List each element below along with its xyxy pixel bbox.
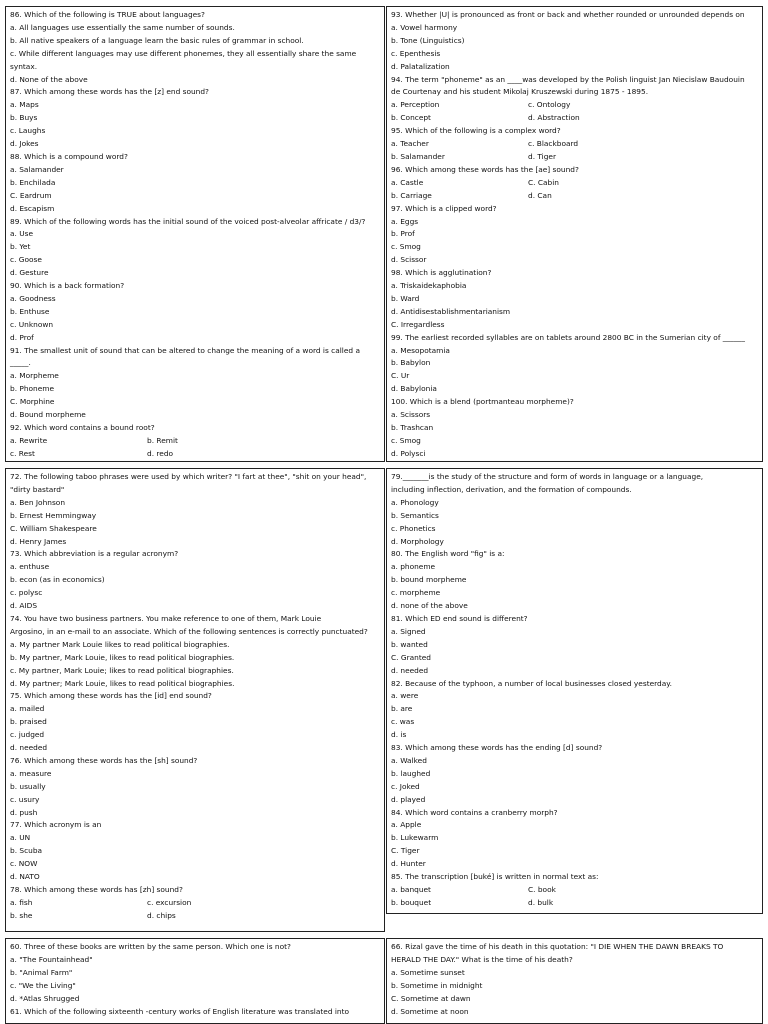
answer-text: d. none of the above [391,601,468,611]
answer-text: b. Ward [391,293,420,303]
question-text: 72. The following taboo phrases were used by which writer? "I fart at thee", "shit on your head", [10,472,367,481]
answer-choice: a. Castle [391,177,424,187]
answer-text: d. push [10,807,38,817]
answer-text: c. Smog [391,435,421,445]
answer-text: c. While different languages may use different phonemes, they all essentially share the same [10,48,357,58]
answer-text: c. was [391,717,415,727]
answer-choice: a. fish [10,897,33,907]
panel-bottom-right [386,938,763,1024]
answer-choice: a. Perception [391,100,440,110]
answer-text: a. All languages use essentially the same number of sounds. [10,22,235,32]
answer-text: b. praised [10,717,47,727]
answer-text: C. Sometime at dawn [391,993,471,1003]
question-text: 98. Which is agglutination? [391,268,492,278]
question-text: 80. The English word "fig" is a: [391,549,505,559]
answer-text: d. is [391,730,407,740]
answer-choice: d. Tiger [528,151,557,161]
answer-text: b. My partner, Mark Louie, likes to read political biographies. [10,652,235,662]
answer-choice: d. Can [528,190,552,200]
answer-text: a. enthuse [10,562,50,572]
question-text: 94. The term "phoneme" as an ____was developed by the Polish linguist Jan Niecislaw Baudouin [391,74,745,84]
answer-text: C. Morphine [10,397,55,407]
answer-text: a. were [391,691,419,701]
answer-choice-pair [391,99,758,112]
answer-choice-pair [391,884,758,897]
answer-text: a. UN [10,833,31,843]
answer-choice: c. Rest [10,448,35,458]
answer-text: c. morpheme [391,588,441,598]
answer-text: C. Granted [391,652,431,662]
answer-text: including inflection, derivation, and the formation of compounds. [391,484,632,494]
answer-text: b. Buys [10,113,38,123]
answer-choice-pair [10,448,380,461]
panel-middle-right [386,468,763,914]
answer-choice-pair [391,138,758,151]
answer-text: b. Sometime in midnight [391,980,483,990]
answer-text: d. played [391,794,426,804]
answer-text: b. "Animal Farm" [10,967,73,977]
question-text: 89. Which of the following words has the initial sound of the voiced post-alveolar affricate / d3/? [10,216,366,226]
answer-text: b. econ (as in economics) [10,575,105,585]
answer-text: b. Babylon [391,358,431,368]
answer-text: d. Morphology [391,536,444,546]
answer-choice: a. Teacher [391,139,429,149]
answer-text: c. polysc [10,588,43,598]
answer-text: c. Phonetics [391,523,436,533]
answer-text: a. Morpheme [10,371,59,381]
answer-text: c. NOW [10,859,38,869]
answer-text: a. "The Fountainhead" [10,954,93,964]
question-text: 76. Which among these words has the [sh] sound? [10,755,198,765]
answer-text: d. Escapism [10,203,55,213]
answer-choice: C. Cabin [528,177,559,187]
answer-choice: a. banquet [391,885,431,894]
answer-text: d. Scissor [391,255,427,265]
panel-top-right [386,6,763,462]
question-text: 78. Which among these words has [zh] sound? [10,885,183,894]
answer-choice-pair [10,897,380,910]
answer-text: b. Lukewarm [391,833,439,843]
answer-text: b. Ernest Hemmingway [10,510,97,520]
answer-text: d. Bound morpheme [10,410,86,420]
answer-text: c. usury [10,794,40,804]
answer-text: c. Goose [10,255,42,265]
answer-text: a. phoneme [391,562,436,572]
answer-text: d. Jokes [10,139,39,149]
answer-text: d. Palatalization [391,61,450,71]
answer-text: syntax. [10,61,38,71]
question-text: 90. Which is a back formation? [10,281,125,291]
question-text: 86. Which of the following is TRUE about languages? [10,10,205,19]
answer-choice-pair [391,897,758,910]
answer-text: c. judged [10,730,45,740]
answer-text: c. "We the Living" [10,980,76,990]
answer-choice: c. excursion [147,897,192,907]
answer-text: a. Triskaidekaphobia [391,281,467,291]
answer-text: a. Mesopotamia [391,345,450,355]
answer-text: C. William Shakespeare [10,523,97,533]
answer-choice: C. book [528,885,556,894]
answer-text: b. All native speakers of a language learn the basic rules of grammar in school. [10,35,304,45]
answer-text: b. Trashcan [391,423,434,432]
answer-text: a. Eggs [391,216,419,226]
answer-text: d. AIDS [10,601,38,611]
answer-text: b. Prof [391,229,415,239]
question-text: 83. Which among these words has the ending [d] sound? [391,743,603,753]
answer-choice-pair [391,177,758,190]
answer-text: a. Sometime sunset [391,967,465,977]
question-text: 96. Which among these words has the [ae] sound? [391,164,579,174]
answer-text: d. Babylonia [391,384,437,394]
answer-text: a. Salamander [10,164,64,174]
answer-text: a. mailed [10,704,45,714]
answer-choice-pair [391,112,758,125]
answer-text: c. Smog [391,242,421,252]
answer-choice: c. Blackboard [528,139,579,149]
answer-text: a. Scissors [391,410,431,420]
answer-text: c. Joked [391,781,420,791]
answer-text: b. Enchilada [10,177,56,187]
answer-text: c. My partner, Mark Louie; likes to read political biographies. [10,665,234,675]
answer-text: b. Enthuse [10,306,50,316]
answer-text: C. Ur [391,371,410,381]
answer-choice-pair [10,435,380,448]
answer-text: a. Signed [391,626,426,636]
answer-text: HERALD THE DAY." What is the time of his death? [391,954,573,964]
question-text: 88. Which is a compound word? [10,151,128,161]
answer-choice: d. bulk [528,897,554,907]
answer-choice-pair [10,910,380,923]
answer-text: a. Apple [391,820,422,830]
answer-text: a. Maps [10,100,39,110]
answer-text: C. Tiger [391,846,420,856]
answer-text: d. needed [10,743,48,753]
question-text: 79._______is the study of the structure and form of words in language or a language, [391,472,704,481]
answer-text: c. Unknown [10,319,54,329]
answer-text: b. bound morpheme [391,575,467,585]
answer-text: b. Phoneme [10,384,55,394]
answer-text: a. Phonology [391,497,439,507]
question-text: 97. Which is a clipped word? [391,203,497,213]
answer-choice: d. Abstraction [528,113,580,123]
answer-text: b. wanted [391,639,428,649]
question-text: 73. Which abbreviation is a regular acronym? [10,549,179,559]
answer-text: c. Epenthesis [391,48,441,58]
answer-choice: c. Ontology [528,100,571,110]
answer-text: c. Laughs [10,126,46,136]
answer-text: _____. [10,358,31,368]
answer-choice: d. redo [147,448,174,458]
question-text: 61. Which of the following sixteenth -century works of English literature was translated into [10,1006,350,1016]
answer-text: d. NATO [10,872,40,882]
answer-text: d. Henry James [10,536,67,546]
answer-text: d. Hunter [391,859,426,869]
answer-text: d. Antidisestablishmentarianism [391,306,511,316]
answer-text: Argosino, in an e-mail to an associate. Which of the following sentences is correctly punctuated? [10,626,368,636]
question-text: 87. Which among these words has the [z] end sound? [10,87,209,97]
answer-choice: a. Rewrite [10,435,48,445]
answer-text: d. Gesture [10,268,49,278]
answer-text: b. Scuba [10,846,43,856]
answer-text: a. Goodness [10,293,56,303]
question-text: 60. Three of these books are written by the same person. Which one is not? [10,942,291,951]
panel-bottom-left [5,938,385,1024]
answer-choice: d. chips [147,910,176,920]
answer-text: a. Ben Johnson [10,497,66,507]
question-text: 92. Which word contains a bound root? [10,423,155,432]
answer-text: b. laughed [391,768,431,778]
question-text: 75. Which among these words has the [id] end sound? [10,691,212,701]
answer-choice: b. bouquet [391,897,432,907]
answer-text: a. Vowel harmony [391,22,458,32]
question-text: 74. You have two business partners. You make reference to one of them, Mark Louie [10,613,322,623]
answer-text: de Courtenay and his student Mikolaj Kruszewski during 1875 - 1895. [391,87,649,97]
question-text: 84. Which word contains a cranberry morph? [391,807,558,817]
answer-text: C. Irregardless [391,319,445,329]
answer-text: a. My partner Mark Louie likes to read political biographies. [10,639,230,649]
answer-text: a. Use [10,229,34,239]
answer-text: d. None of the above [10,74,88,84]
answer-text: "dirty bastard" [10,484,65,494]
answer-text: b. Semantics [391,510,439,520]
question-text: 66. Rizal gave the time of his death in this quotation: "I DIE WHEN THE DAWN BREAKS TO [391,942,724,951]
answer-choice: b. Concept [391,113,431,123]
question-text: 85. The transcription [buké] is written in normal text as: [391,872,599,882]
answer-choice-pair [391,151,758,164]
answer-text: d. *Atlas Shrugged [10,993,80,1003]
question-text: 81. Which ED end sound is different? [391,613,528,623]
answer-choice: b. Salamander [391,151,445,161]
question-text: 91. The smallest unit of sound that can be altered to change the meaning of a word is called a [10,345,360,355]
answer-text: d. needed [391,665,429,675]
answer-text: b. Yet [10,242,31,252]
answer-text: d. Prof [10,332,34,342]
answer-text: C. Eardrum [10,190,52,200]
question-text: 77. Which acronym is an [10,820,102,830]
answer-text: a. Walked [391,755,427,765]
panel-top-left [5,6,385,462]
answer-choice: b. Remit [147,435,178,445]
answer-text: d. My partner; Mark Louie, likes to read political biographies. [10,678,235,688]
answer-text: b. are [391,704,413,714]
question-text: 100. Which is a blend (portmanteau morpheme)? [391,397,574,407]
answer-choice: b. Carriage [391,190,432,200]
question-text: 82. Because of the typhoon, a number of local businesses closed yesterday. [391,678,672,688]
question-text: 99. The earliest recorded syllables are on tablets around 2800 BC in the Sumerian city of ______ [391,332,745,342]
panel-middle-left [5,468,385,932]
answer-text: d. Polysci [391,448,426,458]
question-text: 95. Which of the following is a complex word? [391,126,561,136]
answer-choice-pair [391,190,758,203]
answer-choice: b. she [10,910,33,920]
answer-text: a. measure [10,768,52,778]
answer-text: b. usually [10,781,46,791]
answer-text: d. Sometime at noon [391,1006,469,1016]
question-text: 93. Whether |U| is pronounced as front or back and whether rounded or unrounded depends on [391,10,745,19]
answer-text: b. Tone (Linguistics) [391,35,465,45]
